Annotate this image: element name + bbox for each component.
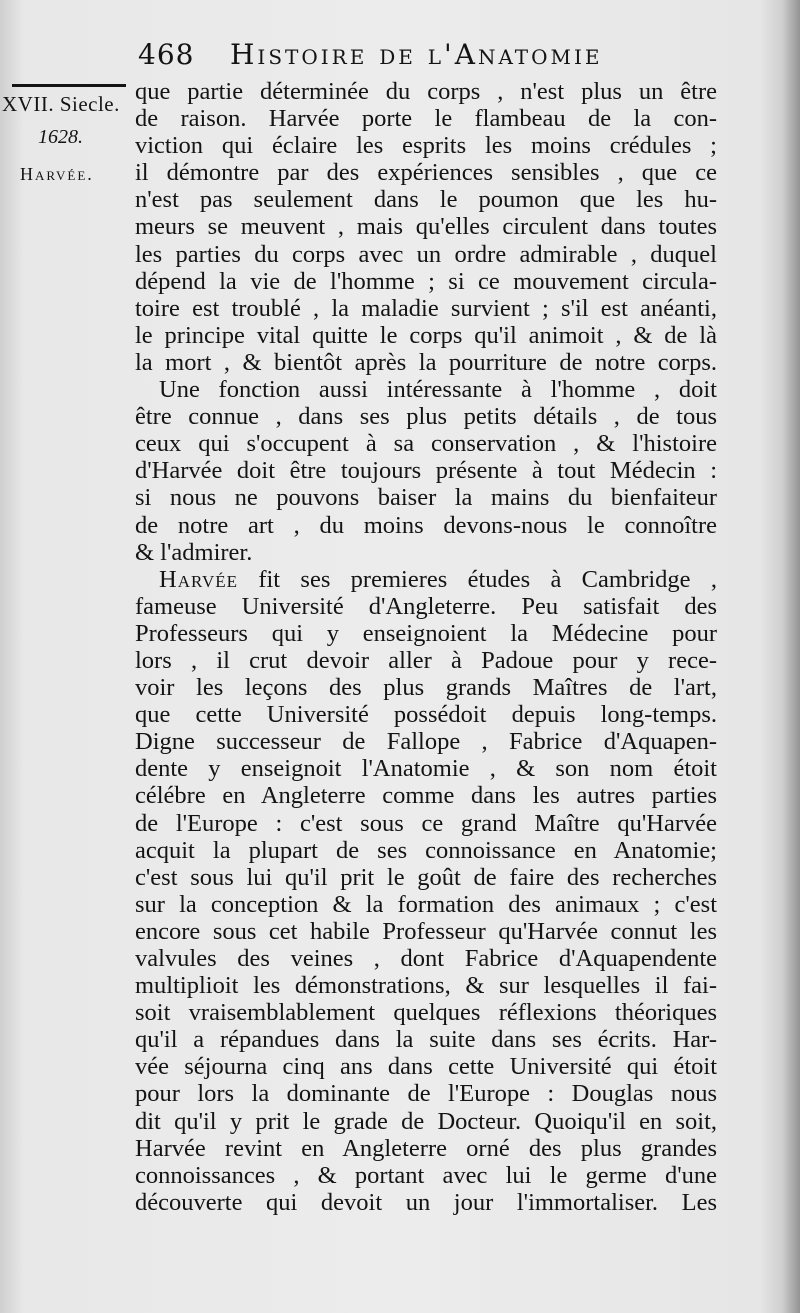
text-line: valvules des veines , dont Fabrice d'Aquapendente [135,945,717,972]
page-number: 468 [138,38,195,71]
text-line: viction qui éclaire les esprits les moins crédules ; [135,132,717,160]
text-line: si nous ne pouvons baiser la mains du bienfaiteur [135,484,717,512]
text-line: fameuse Université d'Angleterre. Peu satisfait des [135,592,717,620]
text-line: toire est troublé , la maladie survient ; s'il est anéanti, [135,294,717,322]
text-line: la mort , & bientôt après la pourriture de notre corps. [135,348,717,376]
text-line: Une fonction aussi intéressante à l'homme , doit [159,376,717,404]
margin-rule [12,84,126,87]
text-line: dit qu'il y prit le grade de Docteur. Quoiqu'il en soit, [135,1107,717,1135]
text-line: meurs se meuvent , mais qu'elles circulent dans toutes [135,213,717,241]
text-line: Harvée revint en Angleterre orné des plus grandes [135,1134,717,1162]
text-line: n'est pas seulement dans le poumon que les hu- [135,186,717,214]
page-edge-shadow [782,0,800,1313]
text-line: de l'Europe : c'est sous ce grand Maître qu'Harvée [135,809,717,837]
margin-year: 1628. [38,126,83,148]
text-line: d'Harvée doit être toujours présente à tout Médecin : [135,457,717,485]
text-line: encore sous cet habile Professeur qu'Harvée connut les [135,917,717,945]
margin-century: XVII. Siecle. [2,92,120,116]
text-line: c'est sous lui qu'il prit le goût de faire des recherches [135,863,717,891]
text-line-paragraph-start [135,566,717,593]
text-line: il démontre par des expériences sensibles , que ce [135,159,717,187]
author-name-small-caps: Harvée [159,565,238,593]
text-line: acquit la plupart de ses connoissance en Anatomie; [135,836,717,864]
text-line: sur la conception & la formation des animaux ; c'est [135,890,717,918]
text-line: célébre en Angleterre comme dans les autres parties [135,782,717,810]
text-line: voir les leçons des plus grands Maîtres de l'art, [135,674,717,702]
text-line: qu'il a répandues dans la suite dans ses écrits. Har- [135,1026,717,1054]
text-line: multiplioit les démonstrations, & sur lesquelles il fai- [135,972,717,1000]
text-line: découverte qui devoit un jour l'immortaliser. Les [135,1188,717,1216]
text-line-rest: fit ses premieres études à Cambridge , [238,565,717,593]
text-line: pour lors la dominante de l'Europe : Douglas nous [135,1080,717,1108]
text-line: connoissances , & portant avec lui le germe d'une [135,1161,717,1189]
text-line: que cette Université possédoit depuis long-temps. [135,701,717,729]
margin-name: Harvée. [20,164,94,184]
text-line: Digne successeur de Fallope , Fabrice d'Aquapen- [135,728,717,756]
text-line: dente y enseignoit l'Anatomie , & son nom étoit [135,755,717,783]
running-head: Histoire de l'Anatomie [230,38,603,71]
text-line: ceux qui s'occupent à sa conservation , & l'histoire [135,430,717,458]
text-line: les parties du corps avec un ordre admirable , duquel [135,240,717,268]
text-line: que partie déterminée du corps , n'est plus un être [135,78,717,105]
text-line: Professeurs qui y enseignoient la Médecine pour [135,619,717,647]
text-line: soit vraisemblablement quelques réflexions théoriques [135,999,717,1027]
text-line: de notre art , du moins devons-nous le connoître [135,511,717,539]
body-text [135,78,717,1216]
text-line: de raison. Harvée porte le flambeau de la con- [135,105,717,133]
text-line: & l'admirer. [135,538,253,566]
text-line: vée séjourna cinq ans dans cette Université qui étoit [135,1053,717,1081]
page-header [138,38,738,76]
text-line: le principe vital quitte le corps qu'il animoit , & de là [135,321,717,349]
text-line: être connue , dans ses plus petits détails , de tous [135,403,717,431]
text-line: lors , il crut devoir aller à Padoue pour y rece- [135,646,717,674]
text-line: dépend la vie de l'homme ; si ce mouvement circula- [135,267,717,295]
